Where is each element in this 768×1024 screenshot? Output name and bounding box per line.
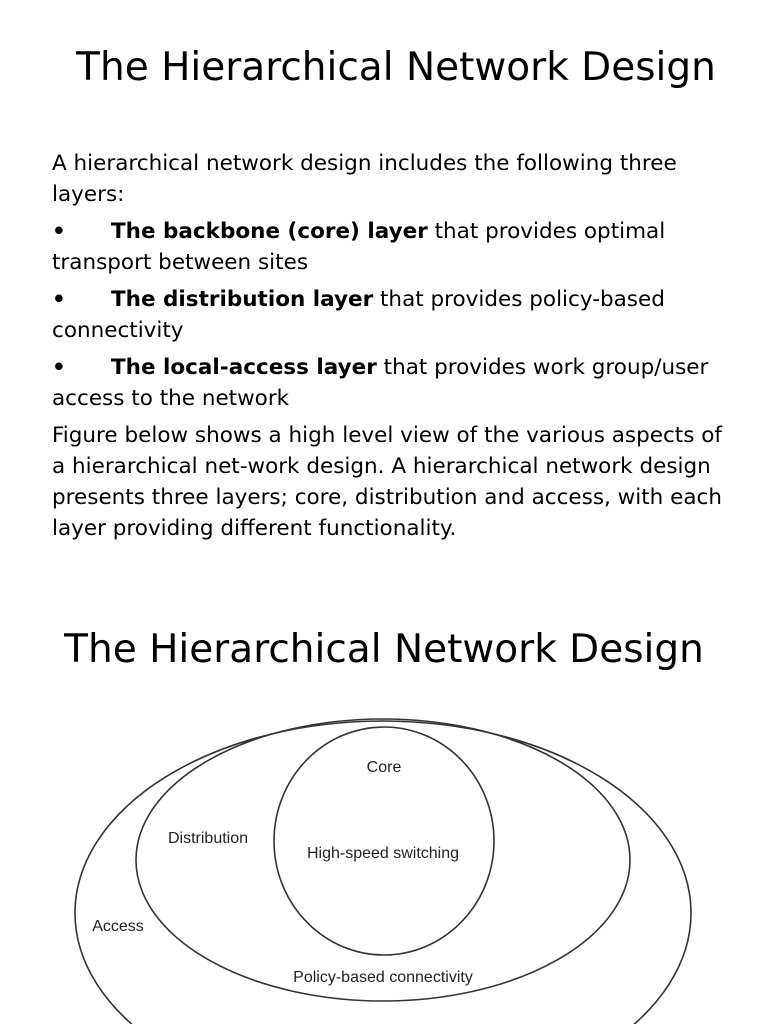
bullet-text: that provides work group/user access to the network (52, 355, 709, 411)
high-speed-switching-label: High-speed switching (306, 845, 460, 862)
bullet-marker: • (52, 219, 66, 244)
access-label: Access (92, 918, 144, 935)
bullet-marker: • (52, 355, 66, 380)
intro-text: A hierarchical network design includes the following three layers: (52, 151, 677, 207)
slide-title: The Hierarchical Network Design (64, 627, 704, 672)
hierarchy-diagram (0, 590, 768, 1024)
bullet-core-layer (52, 216, 727, 278)
description-paragraph: Figure below shows a high level view of the various aspects of a hierarchical net-work design. A hierarchical network design presents three layers; core, distribution and access, with each layer providing different functionality. (52, 423, 722, 541)
bullet-bold-text: The local-access layer (111, 355, 377, 380)
bullet-marker: • (52, 287, 66, 312)
slide-2 (0, 590, 768, 1024)
bullet-access-layer (52, 352, 727, 414)
core-label: Core (366, 759, 402, 776)
bullet-text: that provides optimal transport between sites (52, 219, 666, 275)
policy-based-connectivity-label: Policy-based connectivity (293, 969, 473, 986)
bullet-distribution-layer (52, 284, 727, 346)
distribution-label: Distribution (167, 830, 249, 847)
slide-title: The Hierarchical Network Design (76, 45, 716, 90)
bullet-text: that provides policy-based connectivity (52, 287, 665, 343)
bullet-bold-text: The distribution layer (111, 287, 374, 312)
slide-body (52, 148, 727, 550)
bullet-bold-text: The backbone (core) layer (111, 219, 428, 244)
